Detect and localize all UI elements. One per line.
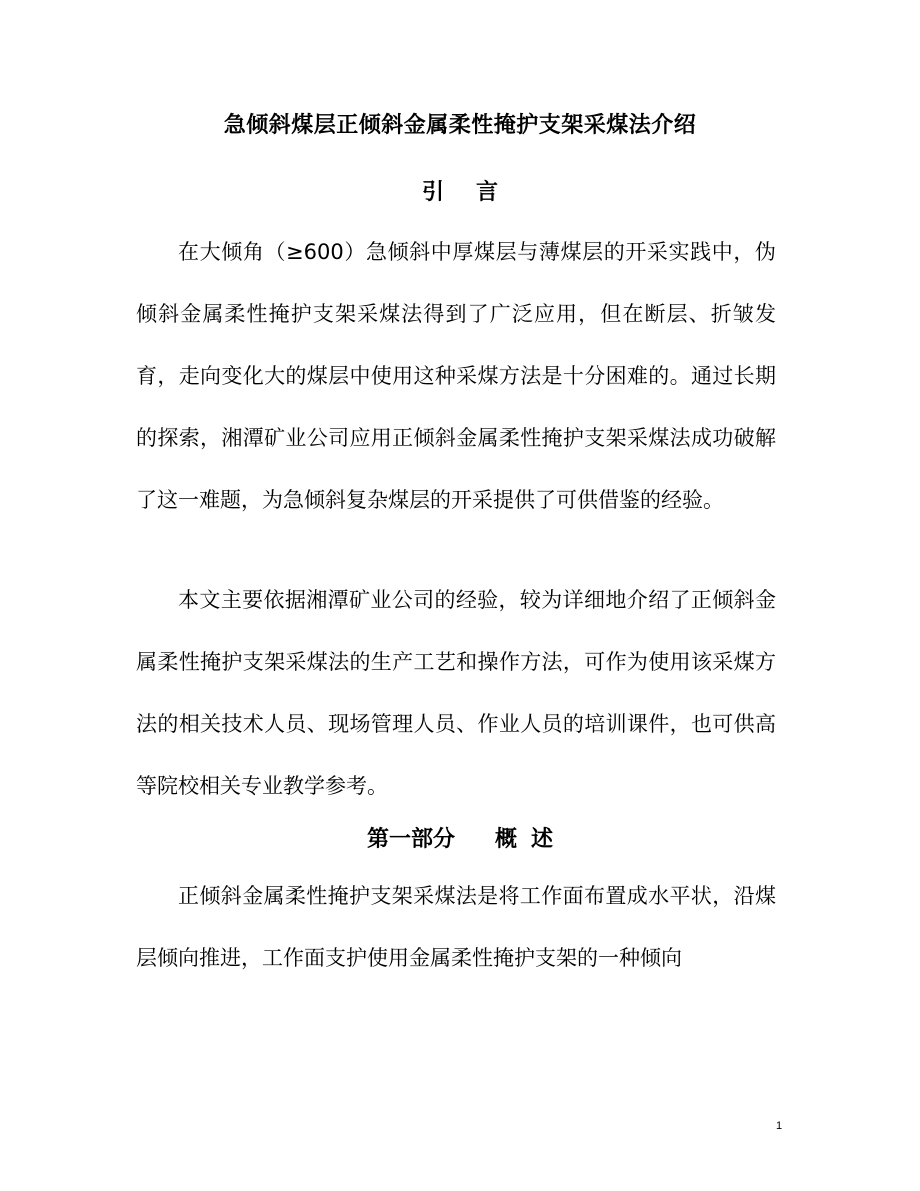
page-number: 1: [776, 1120, 783, 1132]
heading-char: 言: [476, 180, 499, 205]
paragraph-2: 本文主要依据湘潭矿业公司的经验，较为详细地介绍了正倾斜金属柔性掩护支架采煤法的生产工艺和操作方法，可作为使用该采煤方法的相关技术人员、现场管理人员、作业人员的培训课件，也可供高等院校相关专业教学参考。: [136, 588, 776, 798]
heading-char: 引: [421, 180, 444, 205]
paragraph-3: 正倾斜金属柔性掩护支架采煤法是将工作面布置成水平状，沿煤层倾向推进，工作面支护使用金属柔性掩护支架的一种倾向: [136, 884, 776, 970]
heading-char: 概: [494, 827, 517, 852]
heading-char: 述: [531, 827, 554, 852]
document-title: 急倾斜煤层正倾斜金属柔性掩护支架采煤法介绍: [223, 113, 697, 138]
heading-part-label: 第一部分: [366, 827, 455, 852]
section-heading-part1: [0, 822, 920, 853]
paragraph-1: 在大倾角（≥600）急倾斜中厚煤层与薄煤层的开采实践中，伪倾斜金属柔性掩护支架采煤法得到了广泛应用，但在断层、折皱发育，走向变化大的煤层中使用这种采煤方法是十分困难的。通过长期的探索，湘潭矿业公司应用正倾斜金属柔性掩护支架采煤法成功破解了这一难题，为急倾斜复杂煤层的开采提供了可供借鉴的经验。: [136, 240, 776, 512]
section-heading-intro: [0, 175, 920, 206]
